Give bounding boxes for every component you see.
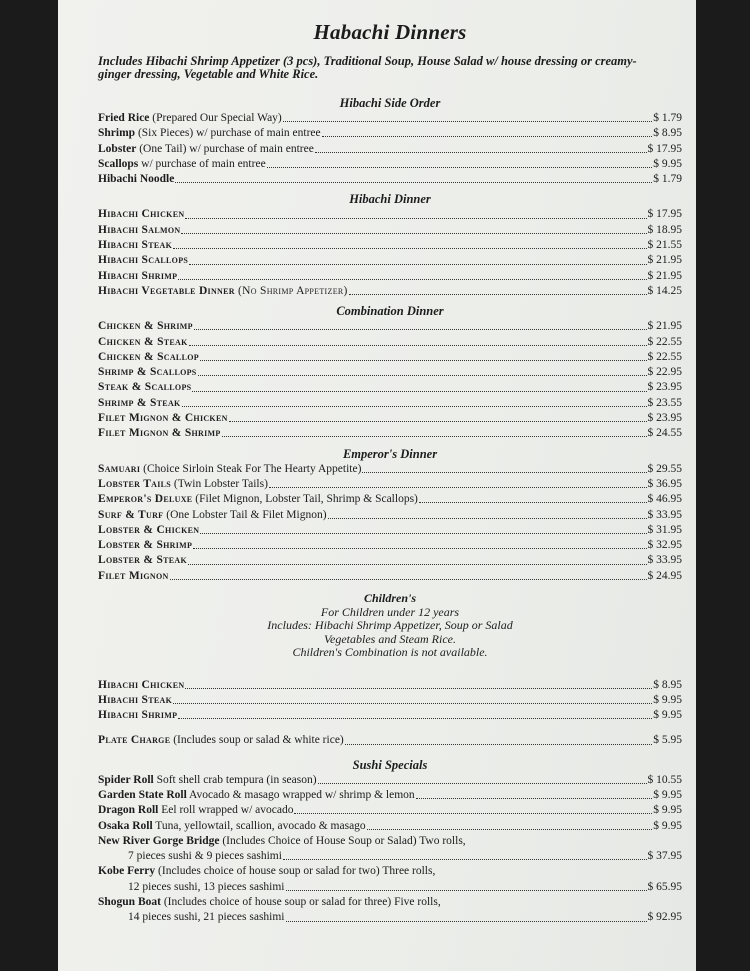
menu-item: Kobe Ferry (Includes choice of house soup or salad for two) Three rolls, 12 pieces sushi, 13 pieces sashimi $ 65.95 bbox=[98, 865, 682, 893]
page-title: Habachi Dinners bbox=[313, 20, 467, 44]
menu-item: Hibachi Shrimp $ 9.95 bbox=[98, 709, 682, 722]
menu-item: Lobster (One Tail) w/ purchase of main entree $ 17.95 bbox=[98, 142, 682, 157]
section-heading: Hibachi Dinner bbox=[349, 192, 431, 207]
menu-item: Fried Rice (Prepared Our Special Way) $ 1.79 bbox=[98, 111, 682, 126]
menu-item: Hibachi Chicken $ 8.95 bbox=[98, 678, 682, 691]
menu-item: Chicken & Scallop $ 22.55 bbox=[98, 350, 682, 363]
menu-item: Garden State Roll Avocado & masago wrapped w/ shrimp & lemon $ 9.95 bbox=[98, 789, 682, 801]
menu-item: Hibachi Chicken $ 17.95 bbox=[98, 208, 682, 221]
menu-item: Shrimp & Steak $ 23.55 bbox=[98, 396, 682, 409]
item-price: $ 9.95 bbox=[653, 157, 682, 170]
children-section bbox=[98, 592, 682, 749]
hibachi-dinner-section bbox=[98, 191, 682, 299]
menu-item: Spider Roll Soft shell crab tempura (in season) $ 10.55 bbox=[98, 773, 682, 786]
menu-item: Shogun Boat (Includes choice of house soup or salad for three) Five rolls, 14 pieces sushi, 21 pieces sashimi $ 92.95 bbox=[98, 896, 682, 924]
combination-section bbox=[98, 303, 682, 441]
item-price: $ 1.79 bbox=[653, 173, 682, 186]
menu-item: Hibachi Scallops $ 21.95 bbox=[98, 254, 682, 267]
menu-item: Hibachi Vegetable Dinner (No Shrimp Appetizer) $ 14.25 bbox=[98, 284, 682, 297]
menu-item: Hibachi Shrimp $ 21.95 bbox=[98, 269, 682, 282]
emperor-section bbox=[98, 446, 682, 584]
menu-item: Filet Mignon & Chicken $ 23.95 bbox=[98, 412, 682, 425]
menu-item: Filet Mignon $ 24.95 bbox=[98, 569, 682, 582]
menu-item: Hibachi Steak $ 21.55 bbox=[98, 239, 682, 252]
menu-item: Hibachi Steak $ 9.95 bbox=[98, 693, 682, 706]
menu-item: Osaka Roll Tuna, yellowtail, scallion, avocado & masago $ 9.95 bbox=[98, 819, 682, 832]
menu-item: Emperor's Deluxe (Filet Mignon, Lobster Tail, Shrimp & Scallops) $ 46.95 bbox=[98, 493, 682, 506]
side-order-section bbox=[98, 95, 682, 187]
section-heading: Hibachi Side Order bbox=[339, 96, 441, 110]
item-price: $ 8.95 bbox=[653, 127, 682, 140]
menu-item: Dragon Roll Eel roll wrapped w/ avocado $ 9.95 bbox=[98, 804, 682, 817]
menu-item: Surf & Turf (One Lobster Tail & Filet Mignon) $ 33.95 bbox=[98, 508, 682, 521]
menu-page bbox=[58, 0, 696, 971]
menu-item: Lobster & Shrimp $ 32.95 bbox=[98, 539, 682, 552]
children-note: Children's For Children under 12 years Includes: Hibachi Shrimp Appetizer, Soup or Salad Vegetables and Steam Rice. Children's Combination is not available. bbox=[267, 591, 513, 660]
intro-text: Includes Hibachi Shrimp Appetizer (3 pcs), Traditional Soup, House Salad w/ house dressing or creamy-ginger dressing, Vegetable and White Rice. bbox=[98, 54, 637, 81]
item-price: $ 17.95 bbox=[647, 142, 682, 155]
menu-item: Scallops w/ purchase of main entree $ 9.95 bbox=[98, 157, 682, 172]
menu-item: Lobster Tails (Twin Lobster Tails) $ 36.95 bbox=[98, 477, 682, 490]
section-heading: Combination Dinner bbox=[336, 304, 444, 319]
menu-item: Filet Mignon & Shrimp $ 24.55 bbox=[98, 427, 682, 440]
menu-item: Hibachi Salmon $ 18.95 bbox=[98, 223, 682, 236]
sushi-section bbox=[98, 757, 682, 926]
menu-item: Lobster & Steak $ 33.95 bbox=[98, 554, 682, 567]
menu-item: Shrimp (Six Pieces) w/ purchase of main entree $ 8.95 bbox=[98, 126, 682, 141]
menu-item: Lobster & Chicken $ 31.95 bbox=[98, 523, 682, 536]
menu-item: Shrimp & Scallops $ 22.95 bbox=[98, 366, 682, 379]
menu-content bbox=[98, 20, 682, 930]
section-heading: Emperor's Dinner bbox=[342, 446, 438, 461]
menu-item: New River Gorge Bridge (Includes Choice of House Soup or Salad) Two rolls, 7 pieces sushi & 9 pieces sashimi $ 37.95 bbox=[98, 834, 682, 863]
item-price: $ 1.79 bbox=[653, 112, 682, 124]
menu-item: Steak & Scallops $ 23.95 bbox=[98, 381, 682, 394]
menu-item: Samuari (Choice Sirloin Steak For The Hearty Appetite) $ 29.55 bbox=[98, 462, 682, 475]
menu-item: Chicken & Shrimp $ 21.95 bbox=[98, 320, 682, 333]
menu-item: Chicken & Steak $ 22.55 bbox=[98, 335, 682, 348]
menu-item: Hibachi Noodle $ 1.79 bbox=[98, 172, 682, 187]
section-heading: Sushi Specials bbox=[352, 757, 428, 772]
plate-charge: Plate Charge (Includes soup or salad & white rice) $ 5.95 bbox=[98, 734, 682, 747]
